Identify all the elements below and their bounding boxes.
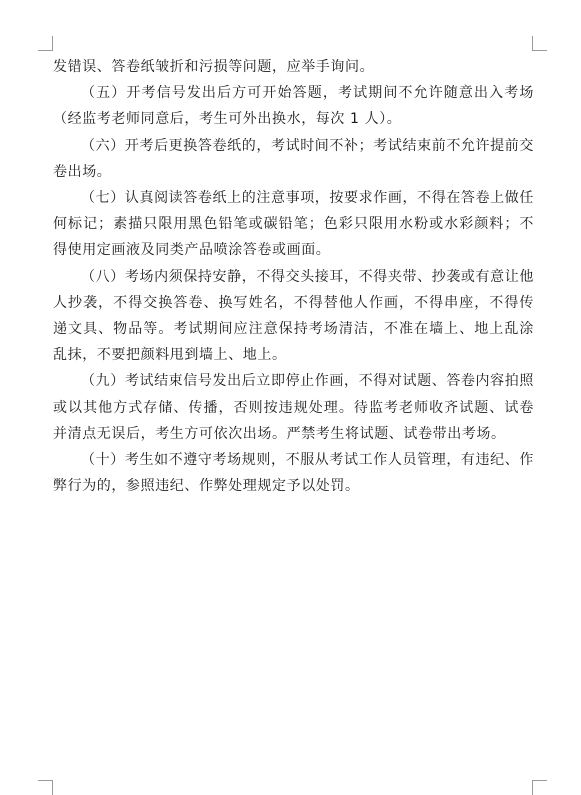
document-body [53,54,534,499]
crop-mark-bottom-left [38,780,53,795]
paragraph-rule-9: （九）考试结束信号发出后立即停止作画，不得对试题、答卷内容拍照或以其他方式存储、传播，否则按违规处理。待监考老师收齐试题、试卷并清点无误后，考生方可依次出场。严禁考生将试题、试卷带出考场。 [53,373,534,442]
crop-mark-bottom-right [532,780,547,795]
paragraph-rule-5: （五）开考信号发出后方可开始答题，考试期间不允许随意出入考场（经监考老师同意后，考生可外出换水，每次 1 人）。 [53,85,534,128]
paragraph-continuation: 发错误、答卷纸皱折和污损等问题，应举手询问。 [53,59,375,75]
paragraph-rule-8: （八）考场内须保持安静，不得交头接耳，不得夹带、抄袭或有意让他人抄袭，不得交换答卷、换写姓名，不得替他人作画，不得串座，不得传递文具、物品等。考试期间应注意保持考场清洁，不准在墙上、地上乱涂乱抹，不要把颜料甩到墙上、地上。 [53,268,534,364]
paragraph-rule-7: （七）认真阅读答卷纸上的注意事项，按要求作画，不得在答卷上做任何标记；素描只限用黑色铅笔或碳铅笔；色彩只限用水粉或水彩颜料；不得使用定画液及同类产品喷涂答卷或画面。 [53,190,534,259]
crop-mark-top-left [38,36,53,51]
paragraph-rule-6: （六）开考后更换答卷纸的，考试时间不补；考试结束前不允许提前交卷出场。 [53,137,534,180]
crop-mark-top-right [532,36,547,51]
paragraph-rule-10: （十）考生如不遵守考场规则，不服从考试工作人员管理，有违纪、作弊行为的，参照违纪、作弊处理规定予以处罚。 [53,452,534,495]
